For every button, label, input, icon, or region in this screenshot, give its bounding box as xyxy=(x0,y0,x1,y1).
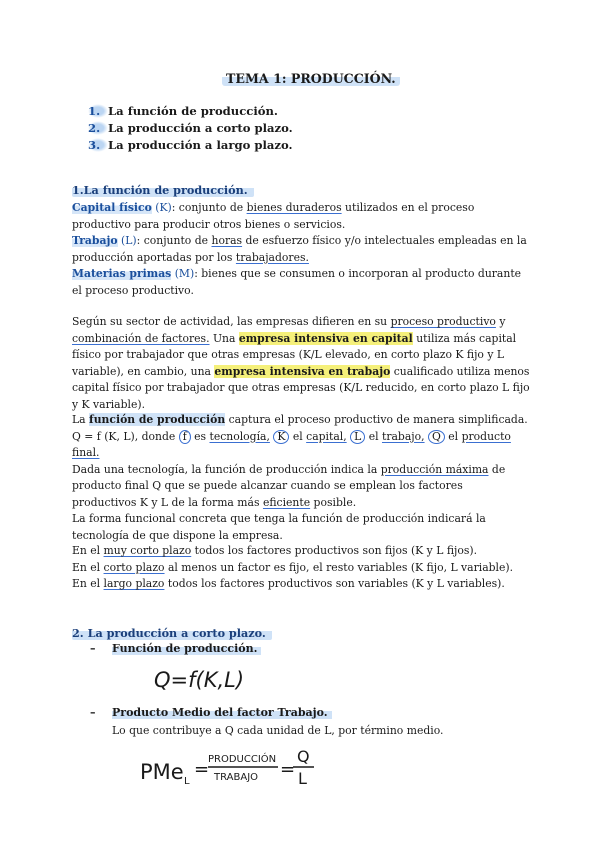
text: cualificado utiliza menos capital físico por trabajador que otras empresas (K/L reducido, en corto plazo L fijo y K variable). xyxy=(72,364,530,411)
fraction-numerator: PRODUCCIÓN xyxy=(208,754,277,765)
text: En el xyxy=(72,544,104,557)
text: todos los factores productivos son fijos (K y L fijos). xyxy=(191,544,478,557)
underlined-text: muy corto plazo xyxy=(103,544,192,557)
toc-item-2[interactable] xyxy=(88,121,293,135)
equals-sign-2: = xyxy=(280,759,296,780)
formula-text: Q=f(K,L) xyxy=(154,668,245,692)
toc-label: La producción a corto plazo. xyxy=(108,121,293,135)
fraction-denominator: TRABAJO xyxy=(214,772,259,783)
capital-term: Capital físico xyxy=(72,201,152,214)
underlined-text: producto final. xyxy=(72,429,511,459)
underlined-text: largo plazo xyxy=(103,577,165,590)
underlined-text: trabajo, xyxy=(381,429,425,443)
highlight-funcion: función de producción xyxy=(89,413,226,426)
capital-definition xyxy=(72,200,530,233)
toc-number: 1. xyxy=(88,104,108,118)
toc-label: La producción a largo plazo. xyxy=(108,138,293,152)
text: utilizados en el proceso productivo para producir otros bienes o servicios. xyxy=(72,201,475,231)
text: : conjunto de xyxy=(136,234,212,247)
trabajo-symbol: (L) xyxy=(121,234,137,247)
trabajo-term: Trabajo xyxy=(72,234,118,247)
text: al menos un factor es fijo, el resto variables (K fijo, L variable). xyxy=(164,560,514,574)
highlight-capital: empresa intensiva en capital xyxy=(238,331,413,345)
underlined-text: trabajadores. xyxy=(235,250,309,264)
text: En el xyxy=(72,560,104,574)
materias-term: Materias primas xyxy=(72,267,172,280)
toc-item-1[interactable] xyxy=(88,104,278,118)
text: utiliza más capital físico por trabajador que otras empresas (K/L elevado, en corto plazo K fijo y L variable), en cambio, una xyxy=(72,331,517,378)
section-1-heading: 1.La función de producción. xyxy=(72,183,254,197)
text: el xyxy=(365,429,382,443)
plazo-line xyxy=(72,560,530,577)
underlined-text: combinación de factores. xyxy=(72,331,210,345)
text: En el xyxy=(72,577,104,590)
section-2-heading: 2. La producción a corto plazo. xyxy=(72,626,272,640)
bullet-dash: – xyxy=(90,642,96,655)
page-title: TEMA 1: PRODUCCIÓN. xyxy=(222,71,400,86)
text: : conjunto de xyxy=(171,201,247,214)
underlined-text: capital, xyxy=(306,429,347,443)
text: el xyxy=(444,429,462,443)
highlight-trabajo: empresa intensiva en trabajo xyxy=(214,364,391,378)
plazos-block xyxy=(72,543,530,593)
definitions-block xyxy=(72,200,530,299)
equation-line xyxy=(72,429,530,462)
toc-number: 2. xyxy=(88,121,108,135)
text: todos los factores productivos son variables (K y L variables). xyxy=(164,577,505,590)
text: el xyxy=(289,429,307,443)
underlined-text: proceso productivo xyxy=(390,315,496,328)
text: Una xyxy=(209,331,239,345)
circled-symbol: K xyxy=(273,430,289,444)
subsection-label: Función de producción. xyxy=(112,642,261,655)
line xyxy=(72,412,530,429)
pme-lhs: PMe xyxy=(140,760,184,784)
text: Dada una tecnología, la función de producción indica la xyxy=(72,462,381,476)
text: captura el proceso productivo de manera simplificada. xyxy=(225,413,528,426)
subsection-label: Producto Medio del factor Trabajo. xyxy=(112,706,332,719)
handwritten-formula-production xyxy=(150,662,250,694)
toc-label: La función de producción. xyxy=(108,104,278,118)
handwritten-formula-pme xyxy=(138,742,338,792)
materias-definition xyxy=(72,266,530,299)
toc-item-3[interactable] xyxy=(88,138,293,152)
underlined-text: tecnología, xyxy=(209,429,270,443)
fraction-l: L xyxy=(298,769,307,788)
underlined-text: eficiente xyxy=(262,495,311,509)
bullet-dash: – xyxy=(90,706,96,719)
line: La forma funcional concreta que tenga la función de producción indicará la tecnología de que dispone la empresa. xyxy=(72,512,486,542)
text: Según su sector de actividad, las empresas difieren en su xyxy=(72,315,391,328)
text: La xyxy=(72,413,90,426)
capital-symbol: (K) xyxy=(155,201,172,214)
trabajo-definition xyxy=(72,233,530,266)
materias-symbol: (M) xyxy=(174,267,195,280)
text: de esfuerzo físico y/o intelectuales empleadas en la producción aportadas por los xyxy=(72,234,527,264)
underlined-text: corto plazo xyxy=(103,560,165,574)
line xyxy=(72,462,530,512)
text: es xyxy=(190,429,210,443)
subsection-pme xyxy=(90,706,332,719)
pme-description: Lo que contribuye a Q cada unidad de L, por término medio. xyxy=(112,724,444,737)
toc-number: 3. xyxy=(88,138,108,152)
circled-symbol: f xyxy=(179,430,191,444)
plazo-line xyxy=(72,576,530,593)
text: posible. xyxy=(310,495,357,509)
text: Q = f (K, L), donde xyxy=(72,429,179,443)
underlined-text: bienes duraderos xyxy=(246,201,342,214)
paragraph-empresas xyxy=(72,314,530,413)
pme-subscript: L xyxy=(184,776,190,787)
circled-symbol: L xyxy=(350,430,365,444)
underlined-text: producción máxima xyxy=(380,462,489,476)
plazo-line xyxy=(72,543,530,560)
text: y xyxy=(495,315,506,328)
subsection-funcion xyxy=(90,642,261,655)
underlined-text: horas xyxy=(211,234,243,247)
fraction-q: Q xyxy=(297,747,310,766)
paragraph-funcion xyxy=(72,412,530,544)
circled-symbol: Q xyxy=(428,430,445,444)
text: de producto final Q que se puede alcanzar cuando se emplean los factores productivos K y L de la forma más xyxy=(72,462,506,509)
equals-sign: = xyxy=(194,759,210,780)
text: : bienes que se consumen o incorporan al producto durante el proceso productivo. xyxy=(72,267,522,297)
